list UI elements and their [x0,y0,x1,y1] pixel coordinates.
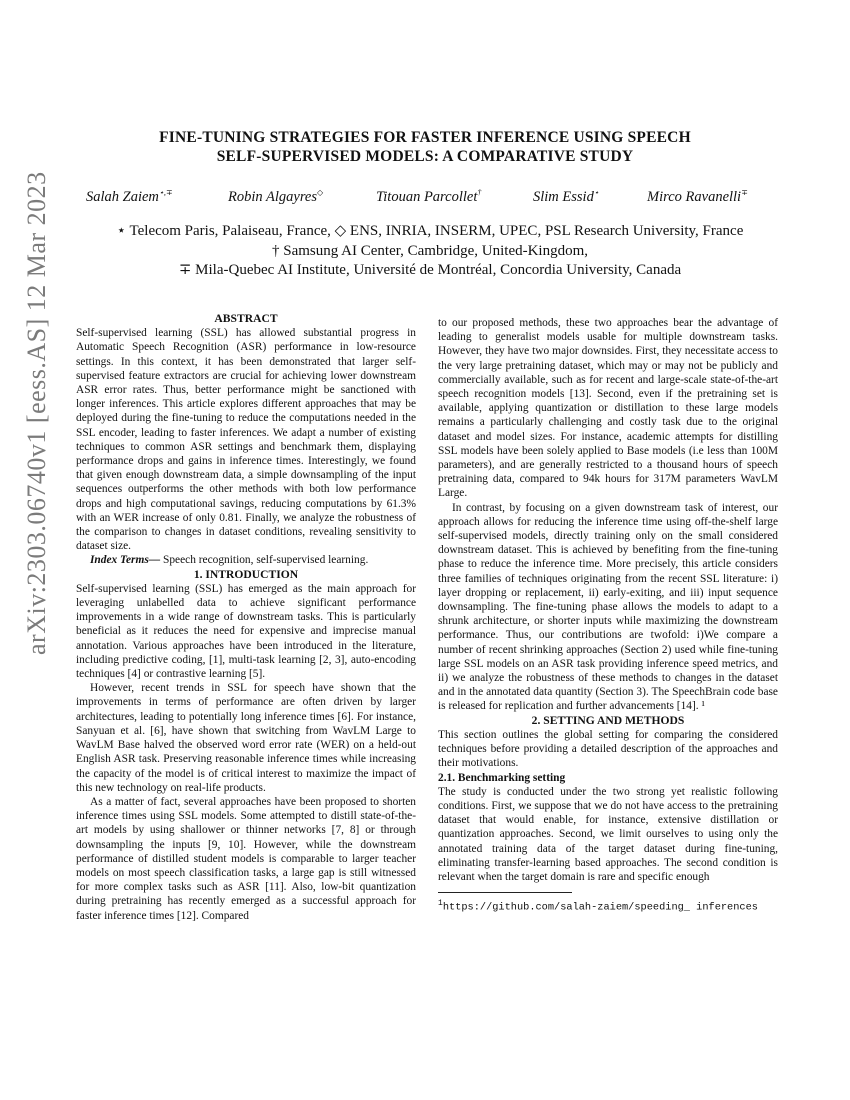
author-mark: ∓ [741,188,748,197]
author-1 [86,184,173,206]
intro-paragraph-3: As a matter of fact, several approaches have been proposed to shorten inference times using SSL models. Some attempted to distill state-of-the-art models by using shallower or thinner networks [7, 8] or through downsampling the inputs [9, 10]. However, while the downstream performance of distilled student models is comparable to larger teacher models on most speech classification tasks, a large gap is still witnessed for more complex tasks such as ASR [11]. Also, low-bit quantization during pretraining has recently emerged as a successful approach for faster inference times [12]. Compared [76,795,416,922]
title-line-2: SELF-SUPERVISED MODELS: A COMPARATIVE STUDY [216,148,634,165]
author-mark: ⋆ [593,188,599,197]
author-3 [376,184,481,206]
abstract-text: Self-supervised learning (SSL) has allowed substantial progress in Automatic Speech Recognition (ASR) performance in low-resource settings. In this context, it has been demonstrated that larger self-supervised feature extractors are crucial for achieving lower downstream ASR error rates. Thus, better performance might be sanctioned with longer inferences. This article explores different approaches that may be deployed during the fine-tuning to reduce the computations needed in the SSL encoder, leading to faster inferences. We adapt a number of existing techniques to common ASR settings and benchmark them, displaying performance drops and gains in inference times. Interestingly, we found that given enough downstream data, a simple downsampling of the input sequences outperforms the other methods with both low performance drops and high computational savings, reducing computations by 61.3% with an WER increase of only 0.81. Finally, we analyze the robustness of the comparison to changes in dataset conditions, revealing sensitivity to dataset size. [76,327,416,553]
section-2-heading: 2. SETTING AND METHODS [531,713,685,727]
author-4 [533,184,599,206]
intro-paragraph-5: In contrast, by focusing on a given downstream task of interest, our approach allows for reducing the inference time using off-the-shelf large self-supervised models, directly training only on the small considered downstream dataset. This is achieved by benefiting from the fine-tuning phase to reduce the inference time. More precisely, this article considers three families of techniques originating from the recent SSL literature: i) layer dropping or replacement, ii) early-exiting, and iii) input sequence downsampling. The fine-tuning phase allows the models to adapt to a shrunk architecture, or shorter inputs while maximizing the downstream performance. Thus, our contributions are twofold: i)We compare a number of recent shrinking approaches (Section 2) used while fine-tuning large SSL models on an ASR task providing inference speed metrics, and ii) we analyze the robustness of these methods to changes in the dataset and in the annotated data quantity (Section 3). The SpeechBrain code base is released for replication and further advancements [14]. ¹ [438,501,778,713]
author-name: Titouan Parcollet [376,188,478,205]
right-column [438,316,778,915]
footnote [438,897,778,914]
arxiv-identifier: arXiv:2303.06740v1 [eess.AS] 12 Mar 2023 [22,171,51,655]
index-terms [76,553,416,567]
author-name: Salah Zaiem [86,188,159,205]
author-mark: ◇ [317,188,324,197]
intro-paragraph-2: However, recent trends in SSL for speech have shown that the improvements in terms of performance are often driven by larger architectures, leading to potentially long inference times [6]. For instance, Sanyuan et al. [6], have shown that switching from WavLM Large to WavLM Base halved the observed word error rate (WER) on a held-out English ASR task. Preserving reasonable inference times while increasing the capacity of the model is of critical interest to maximize the impact of this new technology on real-life products. [76,682,416,794]
subsection-2-1-text: The study is conducted under the two strong yet realistic following conditions. First, we suppose that we do not have access to the pretraining dataset that would enable, for instance, extensive distillation or quantization approaches. Second, we limit ourselves to using only the annotated training data of the target dataset during fine-tuning, eliminating transfer-learning based approaches. The second condition is relevant when the target domain is rare and specific enough [438,785,778,883]
abstract-heading: ABSTRACT [214,312,278,325]
author-name: Robin Algayres [228,188,318,205]
author-name: Mirco Ravanelli [647,188,742,205]
index-terms-label: Index Terms— [90,554,161,567]
affiliations [60,222,800,281]
footnote-divider [438,892,572,893]
footnote-link[interactable]: https://github.com/salah-zaiem/speeding_ inferences [442,901,758,914]
author-name: Slim Essid [533,188,594,205]
intro-paragraph-1: Self-supervised learning (SSL) has emerged as the main approach for leveraging unlabelled data to achieve significant performance improvements in a wide range of downstream tasks. This is particularly beneficial as it reduces the need for expensive and imprecise manual annotation. Various approaches have been introduced in the literature, including predictive coding, [1], multi-task learning [2, 3], auto-encoding techniques [4] or contrastive learning [5]. [76,582,416,681]
author-2 [228,184,323,206]
author-5 [647,184,748,206]
paper-title [100,128,750,166]
index-terms-text: Speech recognition, self-supervised learning. [160,554,369,567]
subsection-2-1-heading: 2.1. Benchmarking setting [438,771,566,784]
footnote-mark: 1 [438,899,443,909]
section-2-intro: This section outlines the global setting for comparing the considered techniques before providing a detailed description of the approaches and their motivations. [438,728,778,770]
section-1-heading: 1. INTRODUCTION [193,567,299,581]
author-mark: † [477,188,482,197]
affiliation-line-1: ⋆ Telecom Paris, Palaiseau, France, ◇ ENS, INRIA, INSERM, UPEC, PSL Research University, France [116,223,744,239]
left-column [76,312,416,923]
title-line-1: FINE-TUNING STRATEGIES FOR FASTER INFERENCE USING SPEECH [159,129,691,146]
affiliation-line-3: ∓ Mila-Quebec AI Institute, Université de Montréal, Concordia University, Canada [178,262,682,278]
author-mark: ⋆,∓ [158,188,173,197]
intro-paragraph-4: to our proposed methods, these two approaches bear the advantage of leading to generalist models usable for multiple downstream tasks. However, they have two major downsides. First, they necessitate access to the very large pretraining dataset, which may or may not be publicly and commercially available, such as for recent and large-scale state-of-the-art speech recognition models [13]. Second, even if the pretraining set is available, applying quantization or distillation to these large models remains a particularly challenging and costly task due to the original dataset and model sizes. For instance, academic attempts for distilling SSL models have been solely applied to Base models (i.e less than 100M parameters), and are generally restricted to a thousand hours of speech pretraining data, compared to 94k hours for 317M parameters WavLM Large. [438,317,778,500]
affiliation-line-2: † Samsung AI Center, Cambridge, United-Kingdom, [271,242,589,259]
